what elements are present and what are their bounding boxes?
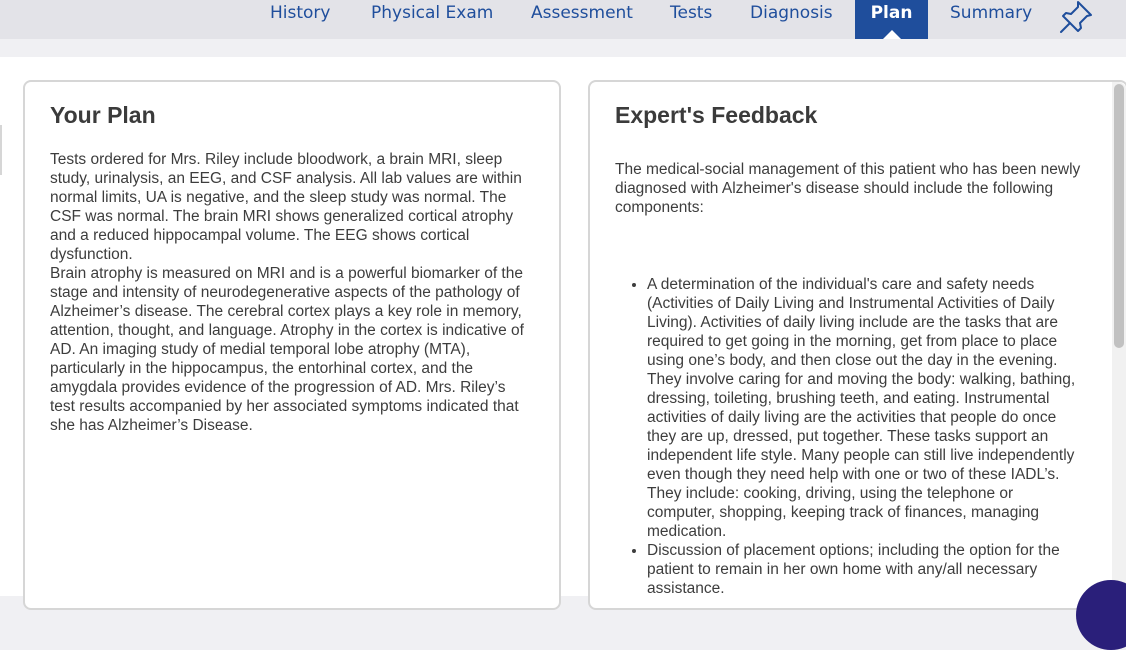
tab-summary[interactable]: Summary	[950, 3, 1033, 23]
feedback-scrollbar-thumb[interactable]	[1114, 84, 1124, 348]
active-tab-caret	[883, 30, 901, 39]
tab-plan-label: Plan	[870, 3, 913, 23]
feedback-scrollbar[interactable]	[1112, 82, 1126, 612]
list-item: • Discussion of placement options; including the option for the patient to remain in her own home with any/all necessary assistance.	[647, 541, 1085, 598]
feedback-list	[615, 275, 1085, 598]
tab-physical-exam[interactable]: Physical Exam	[371, 3, 494, 23]
top-navigation	[0, 0, 1126, 39]
pushpin-icon[interactable]	[1058, 0, 1094, 34]
your-plan-title: Your Plan	[50, 102, 156, 128]
feedback-intro: The medical-social management of this patient who has been newly diagnosed with Alzheimer's disease should include the following components:	[615, 161, 1081, 216]
list-item: • A determination of the individual's care and safety needs (Activities of Daily Living and Instrumental Activities of Daily Living). Activities of daily living include are the tasks that are required to get going in the morning, get from place to place using one’s body, and then close out the day in the evening. They involve caring for and moving the body: walking, bathing, dressing, toileting, brushing teeth, and eating. Instrumental activities of daily living are the activities that people do once they are up, dressed, put together. These tasks support an independent life style. Many people can still live independently even though they need help with one or two of these IADL’s. They include: cooking, driving, using the telephone or computer, shopping, keeping track of finances, managing medication.	[647, 275, 1085, 541]
tab-history[interactable]: History	[270, 3, 331, 23]
tab-assessment[interactable]: Assessment	[531, 3, 633, 23]
your-plan-card	[23, 80, 561, 610]
tab-tests[interactable]: Tests	[670, 3, 713, 23]
your-plan-text	[50, 150, 532, 435]
expert-feedback-title: Expert's Feedback	[615, 102, 818, 128]
tab-diagnosis[interactable]: Diagnosis	[750, 3, 833, 23]
plan-paragraph: Tests ordered for Mrs. Riley include bloodwork, a brain MRI, sleep study, urinalysis, an EEG, and CSF analysis. All lab values are within normal limits, UA is negative, and the sleep study was normal. The CSF was normal. The brain MRI shows generalized cortical atrophy and a reduced hippocampal volume. The EEG shows cortical dysfunction.	[50, 151, 522, 263]
expert-feedback-body	[615, 160, 1085, 598]
plan-paragraph: Brain atrophy is measured on MRI and is a powerful biomarker of the stage and intensity of neurodegenerative aspects of the pathology of Alzheimer’s disease. The cerebral cortex plays a key role in memory, attention, thought, and language. Atrophy in the cortex is indicative of AD. An imaging study of medial temporal lobe atrophy (MTA), particularly in the hippocampus, the entorhinal cortex, and the amygdala provides evidence of the progression of AD. Mrs. Riley’s test results accompanied by her associated symptoms indicated that she has Alzheimer’s Disease.	[50, 265, 524, 434]
expert-feedback-card	[588, 80, 1126, 610]
side-panel-edge	[0, 125, 2, 175]
tab-plan[interactable]	[855, 0, 928, 39]
